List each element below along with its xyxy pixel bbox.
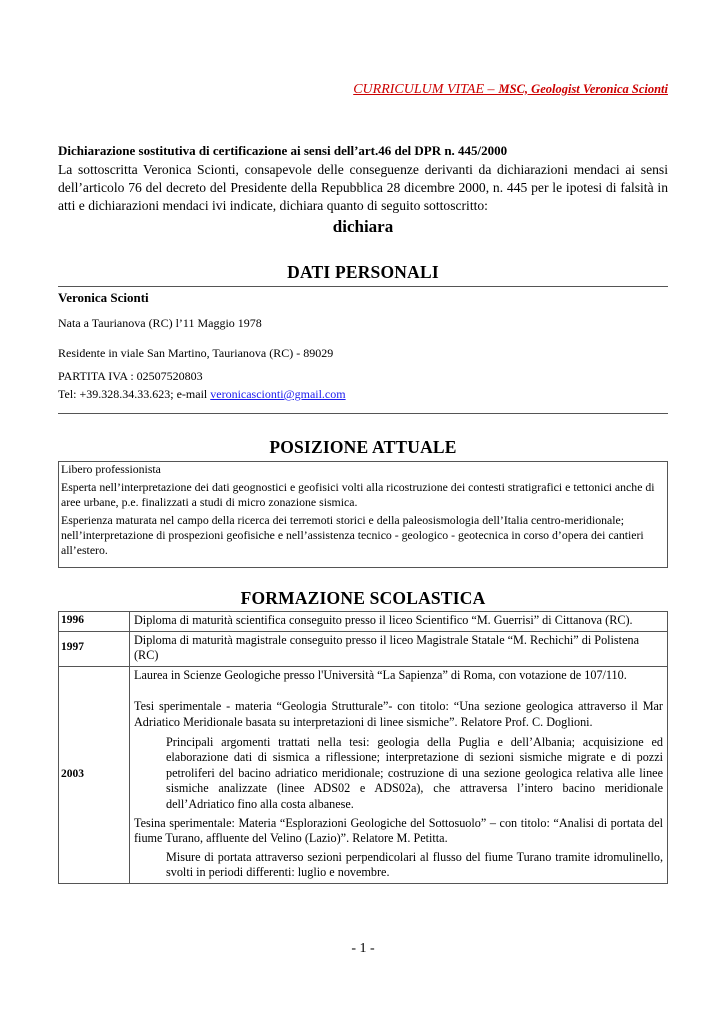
phone-label: Tel: +39.328.34.33.623; e-mail xyxy=(58,387,211,401)
declaration-title: Dichiarazione sostitutiva di certificazione ai sensi dell’art.46 del DPR n. 445/2000 xyxy=(58,143,508,158)
education-table xyxy=(58,611,668,884)
position-paragraph: Esperta nell’interpretazione dei dati geognostici e geofisici volti alla ricostruzione dei contesti stratigrafici e tettonici anche di aree urbane, p.e. finalizzati a studi di micro zonazione sismica. xyxy=(61,480,655,509)
current-position-box xyxy=(58,461,668,568)
declaration-body: La sottoscritta Veronica Scionti, consapevole delle conseguenze derivanti da dichiarazioni mendaci ai sensi dell’articolo 76 del decreto del Presidente della Repubblica 28 dicembre 2000, n. 445 per le ipotesi di falsità in atti e dichiarazioni mendaci ivi indicate, dichiara quanto di seguito sottoscritto: xyxy=(58,162,668,213)
degree-text: Laurea in Scienze Geologiche presso l'Università “La Sapienza” di Roma, con votazione de 107/110. xyxy=(134,667,627,682)
table-row xyxy=(59,666,668,883)
email-link[interactable]: veronicascionti@gmail.com xyxy=(210,387,346,401)
thesis-topics: Principali argomenti trattati nella tesi: geologia della Puglia e dell’Albania; acquisizione ed elaborazione dati di sismica a riflessione; interpretazione di sezioni sismiche migrate e di pozzi petroliferi del bacino adriatico meridionale; costruzione di una sezione geologica relativa alle linee sismiche analizzate (linee ADS02 e ADS02a), che attraversa l’intero bacino meridionale dell’Adriatico fino alla costa albanese. xyxy=(166,734,663,811)
education-description: Diploma di maturità magistrale conseguito presso il liceo Magistrale Statale “M. Rechichi” di Polistena (RC) xyxy=(130,631,668,666)
residence-info: Residente in viale San Martino, Taurianova (RC) - 89029 xyxy=(58,346,334,360)
education-year: 1996 xyxy=(59,612,130,632)
section-title-posizione-attuale: POSIZIONE ATTUALE xyxy=(269,437,457,457)
table-row xyxy=(59,612,668,632)
cv-subtitle: MSC, Geologist Veronica Scionti xyxy=(498,82,668,96)
person-name: Veronica Scionti xyxy=(58,290,149,305)
tesina-measures: Misure di portata attraverso sezioni perpendicolari al flusso del fiume Turano tramite idromulinello, svolti in periodi differenti: luglio e novembre. xyxy=(166,849,663,880)
vat-number: PARTITA IVA : 02507520803 xyxy=(58,369,203,383)
contact-line xyxy=(58,387,346,402)
position-paragraph: Esperienza maturata nel campo della ricerca dei terremoti storici e della paleosismologia dell’Italia centro-meridionale; nell’interpretazione di prospezioni geofisiche e nell’assistenza tecnico - geologico - geotecnica in corso d’opera dei cantieri all’estero. xyxy=(61,513,644,557)
cv-title: CURRICULUM VITAE – xyxy=(353,82,495,97)
tesina-text: Tesina sperimentale: Materia “Esplorazioni Geologiche del Sottosuolo” – con titolo: “Analisi di portata del fiume Turano, affluente del Velino (Lazio)”. Relatore M. Petitta. xyxy=(134,815,663,846)
education-description: Diploma di maturità scientifica conseguito presso il liceo Scientifico “M. Guerrisi” di Cittanova (RC). xyxy=(130,612,668,632)
section-divider xyxy=(58,286,668,287)
education-description xyxy=(130,666,668,883)
section-title-dati-personali: DATI PERSONALI xyxy=(287,262,439,282)
birth-info: Nata a Taurianova (RC) l’11 Maggio 1978 xyxy=(58,316,262,330)
position-paragraph: Libero professionista xyxy=(61,462,161,476)
education-year: 1997 xyxy=(59,631,130,666)
section-title-formazione: FORMAZIONE SCOLASTICA xyxy=(240,588,486,608)
page-number: - 1 - xyxy=(351,941,375,956)
education-year: 2003 xyxy=(59,666,130,883)
thesis-text: Tesi sperimentale - materia “Geologia Strutturale”- con titolo: “Una sezione geologica attraverso il Mar Adriatico Meridionale basata su interpretazioni di linee sismiche”. Relatore Prof. C. Doglioni. xyxy=(134,699,663,729)
cv-header xyxy=(58,80,668,98)
table-row xyxy=(59,631,668,666)
section-divider xyxy=(58,413,668,414)
dichiara-heading: dichiara xyxy=(332,217,394,236)
